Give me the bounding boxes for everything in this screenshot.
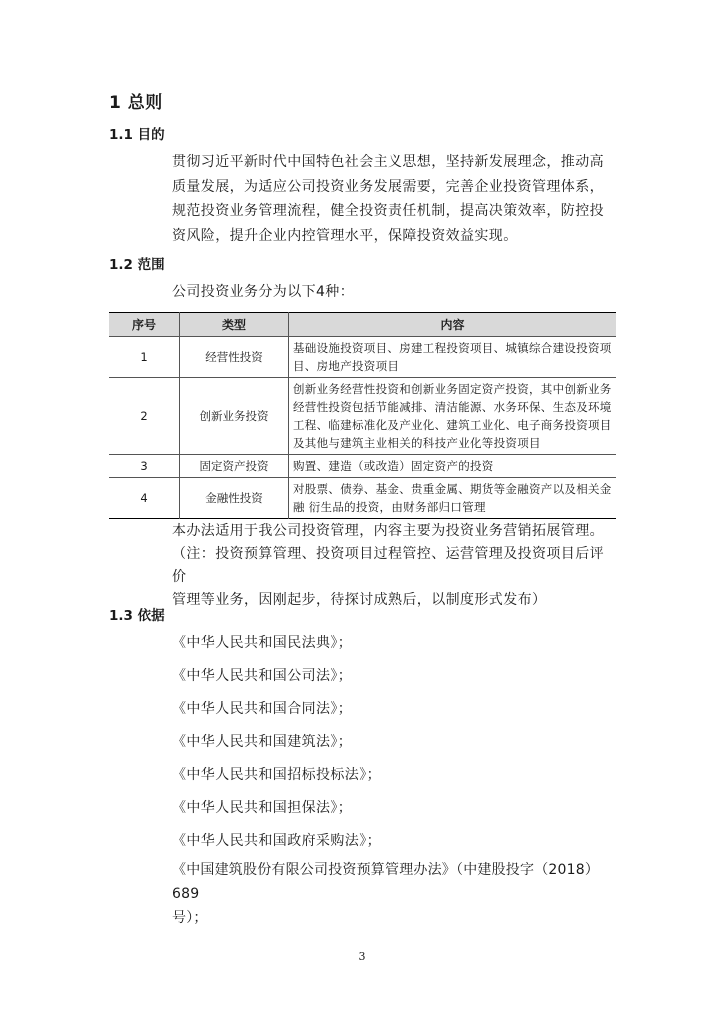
table-row — [109, 378, 616, 455]
table-row — [109, 478, 616, 519]
purpose-line: 规范投资业务管理流程，健全投资责任机制，提高决策效率，防控投 — [172, 203, 604, 219]
scope-table — [109, 312, 616, 519]
row-content: 购置、建造（或改造）固定资产的投资 — [289, 455, 617, 478]
row-no: 4 — [109, 478, 180, 519]
section-heading-basis: 1.3 依据 — [109, 608, 165, 624]
section-heading-scope: 1.2 范围 — [109, 257, 165, 273]
chapter-title: 1 总则 — [109, 93, 163, 113]
row-type: 金融性投资 — [180, 478, 289, 519]
row-no: 3 — [109, 455, 180, 478]
section-heading-purpose: 1.1 目的 — [109, 127, 165, 143]
page-number: 3 — [358, 950, 366, 963]
applicability-line: 管理等业务，因刚起步，待探讨成熟后，以制度形式发布） — [172, 592, 547, 608]
table-row — [109, 337, 616, 378]
basis-item: 《中华人民共和国政府采购法》； — [172, 833, 381, 849]
basis-item: 《中华人民共和国公司法》； — [172, 668, 353, 684]
purpose-paragraph — [172, 150, 618, 248]
basis-line: 号）； — [172, 910, 208, 926]
row-type: 经营性投资 — [180, 337, 289, 378]
table-header-row — [109, 313, 616, 337]
basis-item: 《中华人民共和国合同法》； — [172, 701, 353, 717]
applicability-line: 本办法适用于我公司投资管理，内容主要为投资业务营销拓展管理。 — [172, 523, 604, 539]
scope-intro: 公司投资业务分为以下4种： — [172, 284, 355, 300]
row-type: 创新业务投资 — [180, 378, 289, 455]
purpose-line: 资风险，提升企业内控管理水平，保障投资效益实现。 — [172, 227, 518, 244]
basis-item: 《中华人民共和国招标投标法》； — [172, 767, 381, 783]
row-content: 创新业务经营性投资和创新业务固定资产投资，其中创新业务经营性投资包括节能减排、清洁能源、水务环保、生态及环境工程、临建标准化及产业化、建筑工业化、电子商务投资项目及其他与建筑主业相关的科技产业化等投资项目 — [289, 378, 617, 455]
header-type: 类型 — [180, 313, 289, 337]
row-type: 固定资产投资 — [180, 455, 289, 478]
header-no: 序号 — [109, 313, 180, 337]
row-content: 基础设施投资项目、房建工程投资项目、城镇综合建设投资项目、房地产投资项目 — [289, 337, 617, 378]
basis-item: 《中华人民共和国民法典》； — [172, 635, 353, 651]
row-no: 2 — [109, 378, 180, 455]
purpose-line: 贯彻习近平新时代中国特色社会主义思想，坚持新发展理念，推动高 — [172, 154, 604, 170]
basis-item-last — [172, 858, 618, 930]
applicability-paragraph — [172, 520, 618, 612]
basis-line: 《中国建筑股份有限公司投资预算管理办法》（中建股投字（2018）689 — [172, 862, 600, 902]
purpose-line: 质量发展，为适应公司投资业务发展需要，完善企业投资管理体系， — [172, 178, 604, 195]
basis-item: 《中华人民共和国建筑法》； — [172, 734, 353, 750]
basis-item: 《中华人民共和国担保法》； — [172, 800, 353, 816]
applicability-line: （注：投资预算管理、投资项目过程管控、运营管理及投资项目后评价 — [172, 546, 604, 585]
row-content: 对股票、债券、基金、贵重金属、期货等金融资产以及相关金融 衍生品的投资，由财务部归口管理 — [289, 478, 617, 519]
row-no: 1 — [109, 337, 180, 378]
table-row — [109, 455, 616, 478]
header-content: 内容 — [289, 313, 617, 337]
